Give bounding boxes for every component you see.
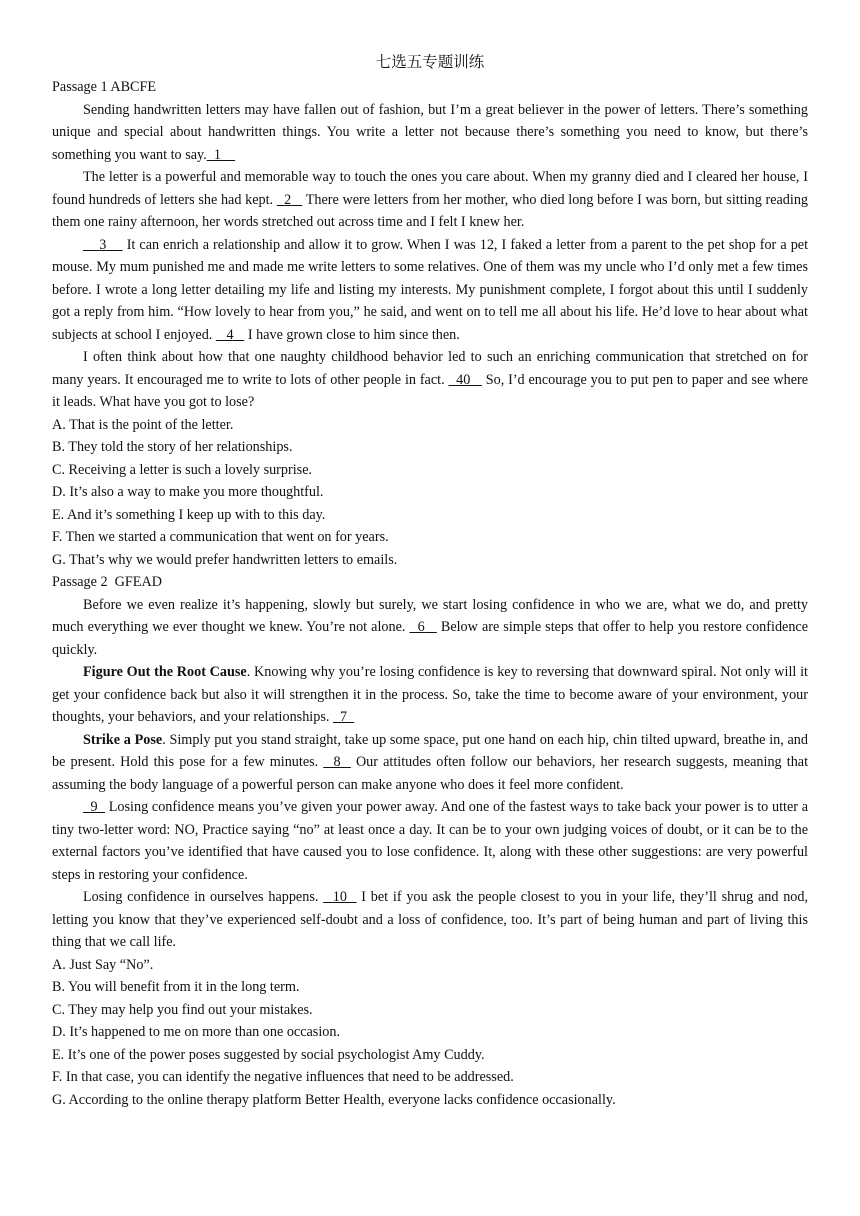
blank-6: 6 — [417, 619, 425, 635]
passage1-options — [52, 414, 808, 572]
passage2-options — [52, 954, 808, 1112]
option: D. It’s also a way to make you more thoughtful. — [52, 484, 324, 500]
passage1-paragraph-1: Sending handwritten letters may have fallen out of fashion, but I’m a great believer in the power of letters. There’s something unique and special about handwritten things. You write a letter not because there’s something you need to know, but there’s something you want to say. 1 — [52, 101, 808, 163]
passage1-paragraph-3: 3 It can enrich a relationship and allow it to grow. When I was 12, I faked a letter from a parent to the pet shop for a pet mouse. My mum punished me and made me write letters to some relatives. One of them was my uncle who I’d only met a few times before. I wrote a long letter detailing my life and listing my interests. My punishment complete, I forgot about this until I suddenly got a reply from him. “How lovely to hear from you,” he said, and went on to tell me all about his life. He’d love to hear about what subjects at school I enjoyed. 4 I have grown close to him since then. — [52, 236, 809, 343]
blank-8: 8 — [333, 754, 341, 770]
section-heading: Figure Out the Root Cause — [83, 664, 247, 680]
blank-5: 40 — [456, 371, 471, 388]
option: F. Then we started a communication that went on for years. — [52, 529, 389, 545]
passage2-paragraph-5: Losing confidence in ourselves happens. 10 I bet if you ask the people closest to you in your life, they’ll shrug and nod, letting you know that they’ve experienced self-doubt and a loss of confidence, too. It’s part of being human and part of living this thing that we call life. — [52, 889, 809, 950]
passage2-paragraph-1: Before we even realize it’s happening, slowly but surely, we start losing confidence in who we are, what we do, and pretty much everything we ever thought we knew. You’re not alone. 6 Below are simple steps that offer to help you restore confidence quickly. — [52, 596, 809, 658]
blank-2: 2 — [284, 191, 292, 208]
option: B. You will benefit from it in the long term. — [52, 979, 300, 995]
option: G. According to the online therapy platform Better Health, everyone lacks confidence occasionally. — [52, 1091, 616, 1108]
passage2-header — [52, 571, 808, 594]
passage1-answers: ABCFE — [110, 79, 157, 95]
worksheet-page — [52, 52, 808, 1111]
option: E. And it’s something I keep up with to this day. — [52, 506, 326, 523]
option: D. It’s happened to me on more than one occasion. — [52, 1024, 341, 1040]
passage2-answers: GFEAD — [114, 574, 162, 590]
blank-1: 1 — [213, 146, 221, 163]
page-title: 七选五专题训练 — [375, 54, 485, 71]
blank-3: 3 — [99, 236, 107, 253]
passage2-paragraph-3: Strike a Pose. Simply put you stand straight, take up some space, put one hand on each hip, chin tilted upward, breathe in, and be present. Hold this pose for a few minutes. 8 Our attitudes often follow our behaviors, her research suggests, meaning that assuming the body language of a powerful person can make anyone who does it feel more confident. — [52, 731, 809, 793]
option: E. It’s one of the power poses suggested by social psychologist Amy Cuddy. — [52, 1046, 485, 1063]
passage1-paragraph-4: I often think about how that one naughty childhood behavior led to such an enriching communication that stretched on for many years. It encouraged me to write to lots of other people in fact. 40 So, I’d encourage you to put pen to paper and see where it leads. What have you got to lose? — [52, 349, 809, 410]
passage1-label: Passage 1 — [52, 79, 108, 95]
option: C. They may help you find out your mistakes. — [52, 1001, 313, 1018]
passage2-label: Passage 2 — [52, 574, 108, 590]
blank-9: 9 — [90, 799, 98, 815]
passage1-header — [52, 76, 808, 99]
option: B. They told the story of her relationships. — [52, 439, 293, 455]
passage1-paragraph-2: The letter is a powerful and memorable way to touch the ones you care about. When my granny died and I cleared her house, I found hundreds of letters she had kept. 2 There were letters from her mother, who died long before I was born, but sitting reading them one rainy afternoon, her words stretched out across time and I felt I knew her. — [52, 169, 809, 230]
option: A. That is the point of the letter. — [52, 416, 234, 433]
blank-10: 10 — [332, 889, 347, 905]
option: A. Just Say “No”. — [52, 956, 154, 973]
option: G. That’s why we would prefer handwritten letters to emails. — [52, 551, 398, 568]
passage2-paragraph-4: 9 Losing confidence means you’ve given your power away. And one of the fastest ways to take back your power is to utter a tiny two-letter word: NO, Practice saying “no” at least once a day. It can be to your own judging voices of doubt, or it can be to the external factors you’ve identified that have caused you to lose confidence. It, along with these other suggestions: are very powerful steps in restoring your confidence. — [52, 799, 809, 883]
blank-4: 4 — [226, 326, 234, 343]
section-heading: Strike a Pose — [83, 731, 163, 748]
passage2-paragraph-2: Figure Out the Root Cause. Knowing why you’re losing confidence is key to reversing that downward spiral. Not only will it get your confidence back but also it will strengthen it in the process. So, take the time to become aware of your environment, your thoughts, your behaviors, and your relationships. 7 — [52, 664, 808, 725]
blank-7: 7 — [340, 709, 348, 725]
option: C. Receiving a letter is such a lovely surprise. — [52, 461, 313, 478]
option: F. In that case, you can identify the negative influences that need to be addressed. — [52, 1069, 514, 1085]
